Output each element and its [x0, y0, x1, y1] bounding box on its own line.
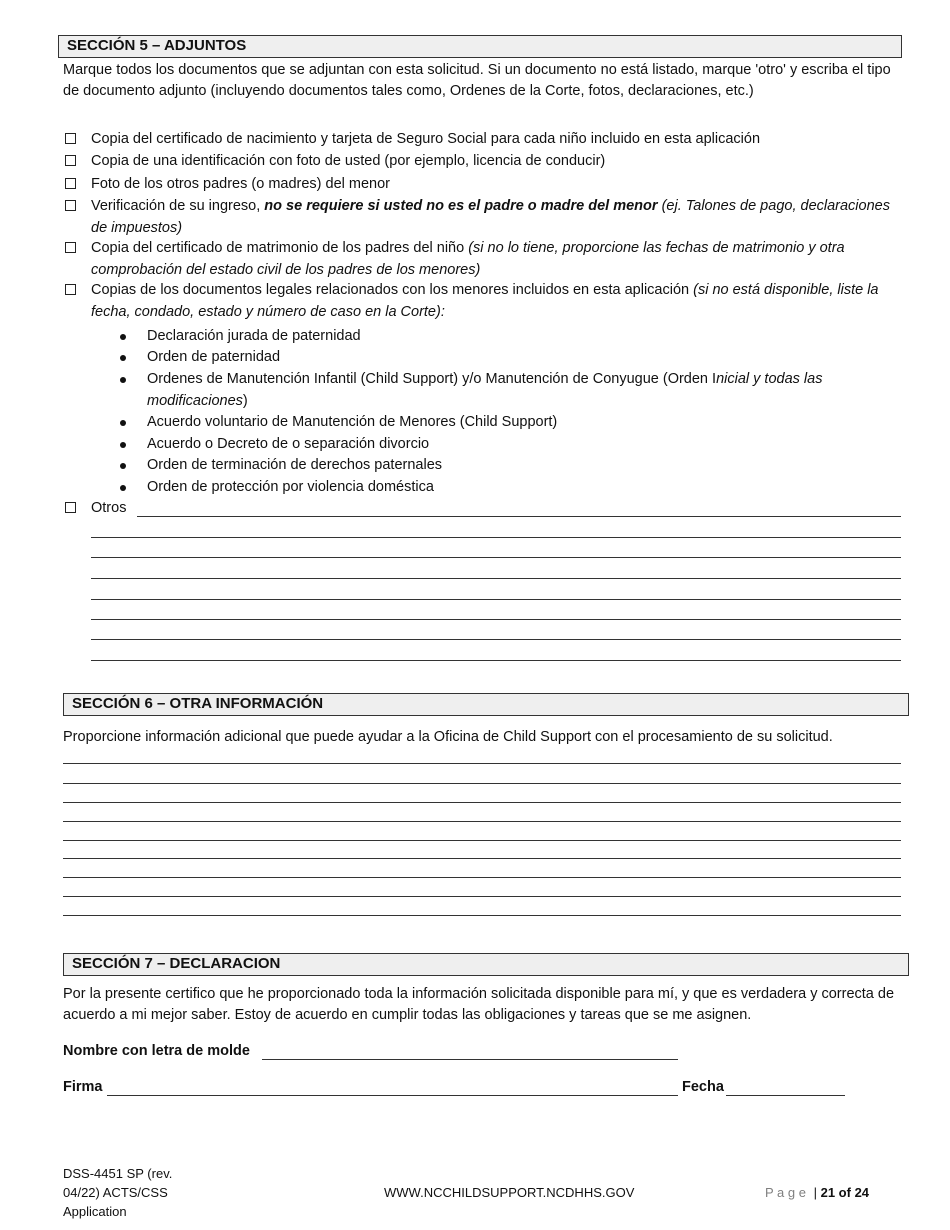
other-input-line[interactable] — [91, 537, 901, 538]
signature-label: Firma — [63, 1079, 103, 1095]
website: WWW.NCCHILDSUPPORT.NCDHHS.GOV — [384, 1185, 635, 1200]
section-6-header — [63, 693, 909, 716]
page-indicator — [765, 1183, 869, 1202]
other-label: Otros — [91, 500, 127, 516]
additional-info-line[interactable] — [63, 821, 901, 822]
other-input-line[interactable] — [137, 516, 901, 517]
section-5-header — [58, 35, 902, 58]
page-word: P a g e — [765, 1185, 806, 1200]
section-6-title: SECCIÓN 6 – OTRA INFORMACIÓN — [72, 695, 324, 712]
additional-info-line[interactable] — [63, 802, 901, 803]
section-6-intro: Proporcione información adicional que puede ayudar a la Oficina de Child Support con el procesamiento de su solicitud. — [63, 729, 833, 745]
additional-info-line[interactable] — [63, 915, 901, 916]
bullet-icon — [120, 463, 126, 469]
bullet-icon — [120, 420, 126, 426]
page-number: 21 of 24 — [820, 1185, 870, 1200]
section-7-statement: Por la presente certifico que he proporcionado toda la información solicitada disponible para mí, y que es verdadera y correcta de acuerdo a mi mejor saber. Estoy de acuerdo en cumplir todas las obligaciones y tareas que se me asignen. — [63, 986, 895, 1023]
bullet-icon — [120, 355, 126, 361]
bullet-icon — [120, 334, 126, 340]
checkbox[interactable] — [65, 200, 76, 211]
checkbox[interactable] — [65, 178, 76, 189]
checkbox[interactable] — [65, 133, 76, 144]
other-input-line[interactable] — [91, 619, 901, 620]
checkbox[interactable] — [65, 502, 76, 513]
page-separator: | — [813, 1185, 817, 1200]
additional-info-line[interactable] — [63, 840, 901, 841]
section-5-title: SECCIÓN 5 – ADJUNTOS — [67, 37, 247, 54]
section-7-title: SECCIÓN 7 – DECLARACION — [72, 955, 281, 972]
section-5-intro: Marque todos los documentos que se adjuntan con esta solicitud. Si un documento no está listado, marque 'otro' y escriba el tipo de documento adjunto (incluyendo documentos tales como, Ordenes de la Corte, fotos, declaraciones, etc.) — [63, 62, 891, 99]
other-input-line[interactable] — [91, 599, 901, 600]
bullet-icon — [120, 377, 126, 383]
other-input-line[interactable] — [91, 639, 901, 640]
section-7-header — [63, 953, 909, 976]
date-field[interactable] — [726, 1095, 845, 1096]
additional-info-line[interactable] — [63, 783, 901, 784]
additional-info-line[interactable] — [63, 877, 901, 878]
date-label: Fecha — [682, 1079, 724, 1095]
signature-field[interactable] — [107, 1095, 678, 1096]
additional-info-line[interactable] — [63, 858, 901, 859]
additional-info-line[interactable] — [63, 763, 901, 764]
checkbox[interactable] — [65, 155, 76, 166]
other-input-line[interactable] — [91, 578, 901, 579]
checkbox[interactable] — [65, 242, 76, 253]
checkbox[interactable] — [65, 284, 76, 295]
bullet-icon — [120, 485, 126, 491]
print-name-field[interactable] — [262, 1059, 678, 1060]
other-input-line[interactable] — [91, 557, 901, 558]
print-name-label: Nombre con letra de molde — [63, 1043, 250, 1059]
other-input-line[interactable] — [91, 660, 901, 661]
form-id: DSS-4451 SP (rev. 04/22) ACTS/CSS Application — [63, 1166, 173, 1219]
additional-info-line[interactable] — [63, 896, 901, 897]
bullet-icon — [120, 442, 126, 448]
